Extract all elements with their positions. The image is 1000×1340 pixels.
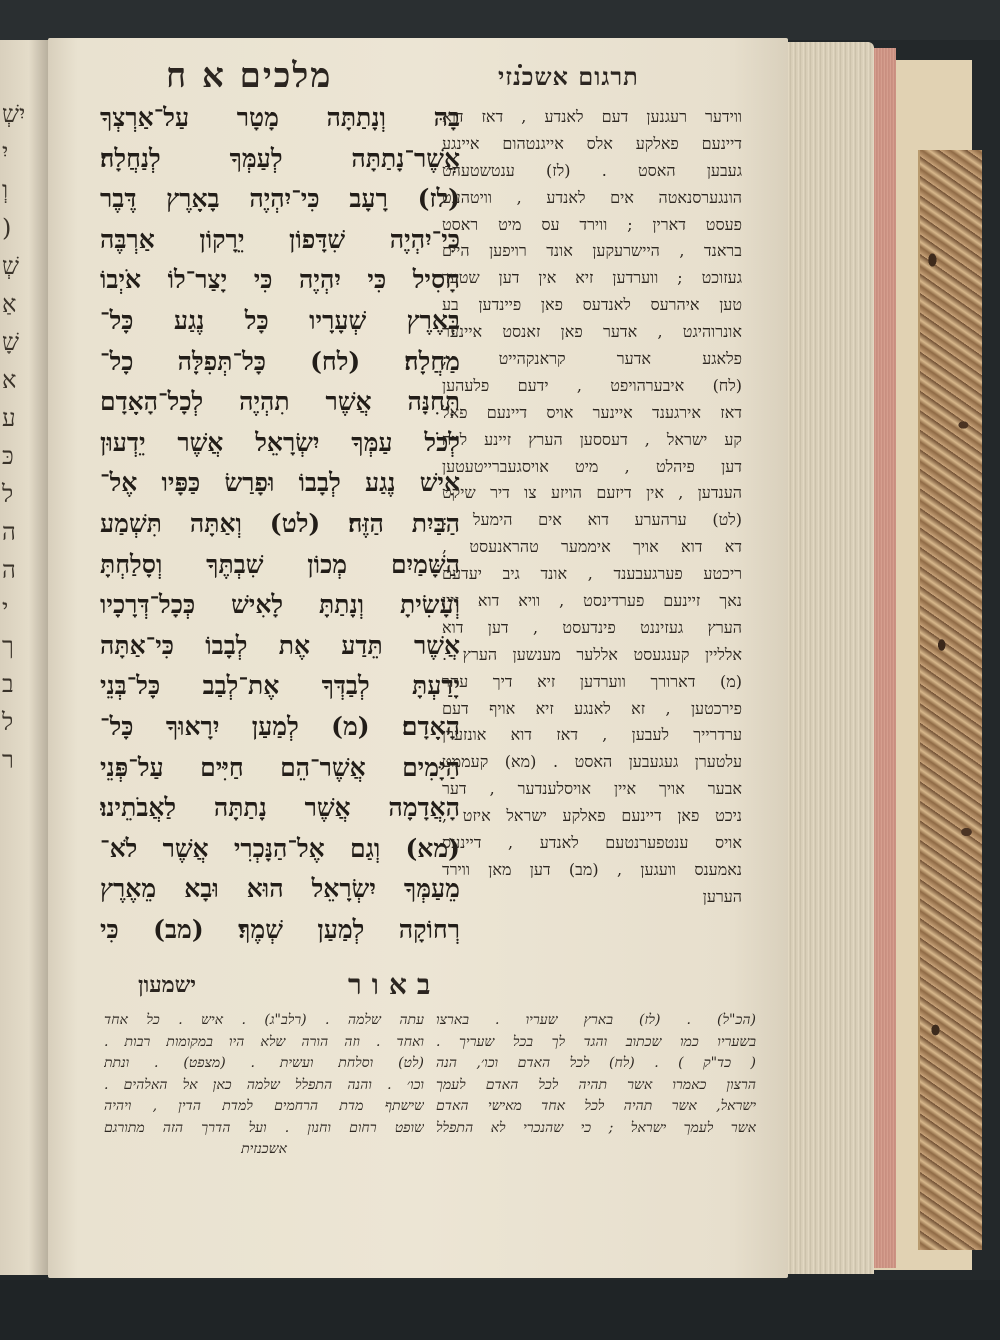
yiddish-line: נאמענס וועגען , (מב) דען מאן ווירד <box>442 859 742 879</box>
translation-title: תרגום אשכנזי <box>498 62 639 91</box>
yiddish-line: ריכטע פערגעבענד , אונד גיב יעדעם <box>442 564 742 584</box>
commentary-line: אשכנזית <box>241 1141 287 1157</box>
left-page-glyph: אַ <box>2 290 17 318</box>
hebrew-line: לְכֹל עַמְּךָ יִשְׂרָאֵל אֲשֶׁר יֵדְעוּן <box>100 427 460 457</box>
hebrew-line: (לז) רָעָב כִּי־יִהְיֶה בָאָרֶץ דֶּבֶר <box>100 184 460 214</box>
hebrew-line: הַבַּיִת הַזֶּה׃ (לט) וְאַתָּה תִּשְׁמַע <box>100 508 460 538</box>
left-page-glyph: ב <box>2 670 14 698</box>
running-head <box>48 56 788 100</box>
hebrew-line: בָהּ וְנָתַתָּה מָטָר עַל־אַרְצְךָ <box>100 103 460 132</box>
commentary-line: (הכ"ל) . (לז) בארץ שעריו . בארצו <box>436 1012 756 1028</box>
commentary-line: שישתף מדת הרחמים למדת הדין , ויהיה <box>104 1098 424 1114</box>
backdrop-top <box>0 0 1000 40</box>
yiddish-line: פירכטען , זא לאנגע זיא אויף דעם <box>442 698 742 718</box>
left-page-text <box>2 95 42 779</box>
yiddish-line: געבען האסט . (לז) ענטשטעהט <box>442 160 742 180</box>
left-page-glyph: ך <box>2 632 14 660</box>
left-page-glyph: שְׁ <box>2 252 19 280</box>
yiddish-line: (מ) דארורך ווערדען זיא דיך עהר <box>442 671 742 691</box>
yiddish-line: הונגערסנאטה אים לאנדע , וויטהעט <box>442 187 742 207</box>
yiddish-line: ניכט פאן דיינעם פאלקע ישראל איזט , <box>442 806 742 826</box>
commentary-line: ( כד"ק ) . (לח) לכל האדם וכו׳, הנה <box>436 1055 756 1071</box>
beur-author: ישמעון <box>138 972 197 998</box>
left-page-glyph: ה <box>2 556 16 584</box>
yiddish-line: אויס ענטפערנטעם לאנדע , דיינעס <box>442 833 742 853</box>
left-page-glyph: ל <box>2 480 14 508</box>
hebrew-line: הַיָּמִים אֲשֶׁר־הֵם חַיִּים עַל־פְּנֵי <box>100 752 460 782</box>
commentary-line: ואחד . וזה הורה שלא היו במקומות רבות . <box>104 1033 424 1050</box>
hebrew-line: וְעָשִׂיתָ וְנָתַתָּ לָאִישׁ כְּכָל־דְּרָכָיו <box>100 590 460 620</box>
hebrew-line: תְּחִנָּה אֲשֶׁר תִהְיֶה לְכָל־הָאָדָם <box>100 387 460 417</box>
commentary-line: אשר לעמך ישראל ; כי שהנכרי לא התפלל <box>436 1119 756 1136</box>
yiddish-line: עלטערן געגעבען האסט . (מא) קעממט <box>442 752 742 772</box>
yiddish-line: הערען <box>702 886 742 906</box>
yiddish-line: (לח) איבערהויפט , ידעם פלעהען <box>442 375 742 395</box>
backdrop-bottom <box>0 1280 1000 1340</box>
yiddish-line: פעסט דארין ; ווירד עס מיט ראסט <box>442 214 742 234</box>
left-page-glyph: ע <box>2 404 16 432</box>
hebrew-line: בְּאֶרֶץ שְׁעָרָיו כָּל נֶגַע כָּל־ <box>100 305 460 335</box>
yiddish-line: הענדען , אין דיזעם הויזע צו דיר שיקט <box>442 483 742 503</box>
hebrew-line: אֲשֶׁר תֵּדַע אֶת לְבָבוֹ כִּי־אַתָּה <box>100 630 460 660</box>
yiddish-line: ווידער רעגנען דעם לאנדע , דאז דוא <box>442 107 742 126</box>
commentary-right-column <box>436 1010 756 1139</box>
left-page-glyph: כּ <box>2 442 14 470</box>
yiddish-line: הערץ געזיננט פינדעסט , דען דוא <box>442 617 742 637</box>
yiddish-line: בראנד , היישרעקען אונד רויפען היים <box>442 241 742 261</box>
left-page-glyph: ה <box>2 518 16 546</box>
hebrew-line: חָסִיל כִּי יִהְיֶה כִּי יָצַר־לוֹ אֹיְבוֹ <box>100 265 460 295</box>
commentary-line: הרצון כאמרו אשר תהיה לכל האדם לעמך <box>436 1076 756 1093</box>
left-page-glyph: ר <box>2 746 14 774</box>
hebrew-line: הַשָּׁמַיִם מְכוֹן שִׁבְתֶּךָ וְסָלַחְתָּ <box>100 549 460 579</box>
page-edges <box>782 42 874 1274</box>
commentary-line: בשעריו כמו שכתוב והגד לך בכל שעריך . <box>436 1033 756 1050</box>
hebrew-line: כִּי־יִהְיֶה שִׁדָּפוֹן יֵרָקוֹן אַרְבֶּה <box>100 224 460 254</box>
left-page-glyph: ל <box>2 708 14 736</box>
left-page-glyph: א <box>2 366 17 394</box>
yiddish-line: אלליין קענגעסט אללער מענשען הערץ . <box>442 644 742 664</box>
hebrew-line: מֵעַמְּךָ יִשְׂרָאֵל הוּא וּבָא מֵאֶרֶץ <box>100 874 460 904</box>
marbled-cover <box>918 150 982 1250</box>
yiddish-line: דען פיהלט , מיט אויסגעברייטעטען <box>442 456 742 476</box>
commentary-line: וכו׳ . והנה התפלל שלמה כאן אל האלהים . <box>104 1076 424 1093</box>
left-page-glyph: ( <box>2 214 12 242</box>
yiddish-line: געזוכט ; ווערדען זיא אין דען שטעד <box>442 268 742 288</box>
left-page-glyph: וְ <box>2 176 9 204</box>
yiddish-line: טען איהרעס לאנדעס פאן פיינדען בע <box>442 295 742 315</box>
beur-title: באור <box>348 968 441 1001</box>
beur-heading <box>48 968 788 1004</box>
commentary-line: ישראל, אשר תהיה לכל אחד מאישי האדם <box>436 1098 756 1114</box>
hebrew-line: יָדַעְתָּ לְבַדְּךָ אֶת־לְבַב כָּל־בְּנֵי <box>100 671 460 701</box>
commentary-line: עתה שלמה . (רלב"ג) . איש . כל אחד <box>104 1012 424 1028</box>
left-page-glyph: שָׁ <box>2 328 19 356</box>
left-page-glyph: יִשְׁ <box>2 100 26 128</box>
yiddish-line: דאז אירגענד איינער אויס דיינעם פאל <box>442 402 742 422</box>
yiddish-line: נאך זיינעם פערדינסט , וויא דוא זיין <box>442 591 742 611</box>
book-page <box>48 38 788 1278</box>
hebrew-line: אֲשֶׁר־נָתַתָּה לְעַמְּךָ לְנַחֲלָה׃ <box>100 143 460 173</box>
yiddish-line: אונרוהיגט , אדער פאן זאנסט איינער <box>442 322 742 342</box>
commentary-left-column <box>104 1010 424 1161</box>
yiddish-line: דא דוא אויך איממער טהראנעסט , <box>442 537 742 557</box>
yiddish-line: פלאגע אדער קראנקהייט ; <box>442 349 742 369</box>
commentary-line: (לט) וסלחת ועשית . (מצפט) . ונתת <box>104 1055 424 1071</box>
left-page-glyph: י <box>2 594 9 622</box>
yiddish-translation-column <box>442 104 742 911</box>
hebrew-line: אִישׁ נֶגַע לְבָבוֹ וּפָרַשׂ כַּפָּיו אֶל־ <box>100 468 460 498</box>
hebrew-line: הָאָדָם׃ (מ) לְמַעַן יִרָאוּךָ כָּל־ <box>100 711 460 741</box>
hebrew-line: הָאֲדָמָה אֲשֶׁר נָתַתָּה לַאֲבֹתֵינוּ׃ <box>100 793 460 823</box>
book-chapter-title: מלכים א ח <box>166 56 333 96</box>
yiddish-line: אבער אויך איין אויסלענדער , דער <box>442 779 742 799</box>
yiddish-line: ערדרייך לעבען , דאז דוא אונזערן <box>442 725 742 745</box>
hebrew-text-column <box>100 98 460 950</box>
yiddish-line: (לט) ערהערע דוא אים הימעל : <box>442 510 742 530</box>
yiddish-line: קע ישראל , דעססען הערץ זיינע לייה <box>442 429 742 449</box>
left-page-glyph: יִ <box>2 138 9 166</box>
hebrew-line: רְחוֹקָה לְמַעַן שְׁמֶךָ׃ (מב) כִּי <box>100 914 460 944</box>
hebrew-line: מַחֲלָה׃ (לח) כָּל־תְּפִלָּה כָל־ <box>100 346 460 376</box>
commentary-line: שופט רחום וחנון . ועל הדרך הזה מתורגם <box>104 1119 424 1136</box>
hebrew-line: (מא) וְגַם אֶל־הַנָּכְרִי אֲשֶׁר לֹא־ <box>100 833 460 863</box>
yiddish-line: דיינעם פאלקע אלס אייגנטהום איינגע <box>442 133 742 153</box>
left-page-sliver <box>0 40 50 1275</box>
